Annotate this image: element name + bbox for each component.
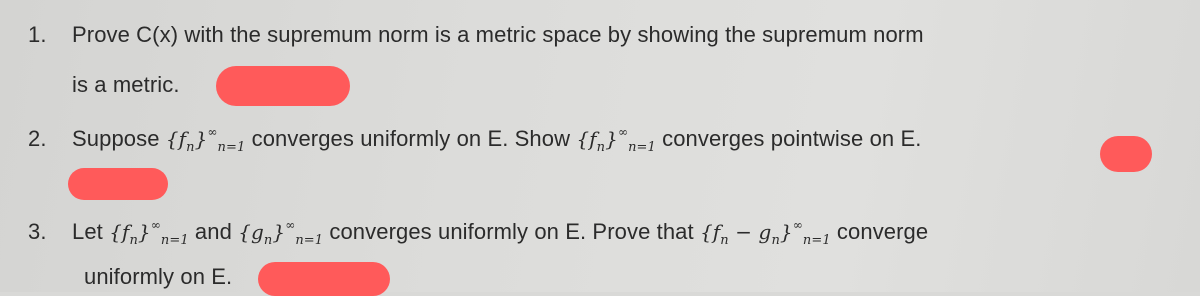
item-2-text-part-2: converges uniformly on E. Show (251, 126, 571, 151)
redaction-mark (1100, 136, 1152, 172)
redaction-mark (216, 66, 350, 106)
item-3-sequence-f: $\{f_n\}^\infty_{n=1}$ (109, 218, 189, 248)
item-2-sequence-f: $\{f_n\}^\infty_{n=1}$ (165, 125, 246, 155)
item-2-sequence-f-repeat: $\{f_n\}^\infty_{n=1}$ (576, 125, 656, 155)
redaction-mark (258, 262, 390, 296)
item-2-text-part-3: converges pointwise on E. (662, 126, 922, 151)
item-3-line-1 (28, 218, 928, 248)
item-3-text-line-2: uniformly on E. (84, 264, 233, 289)
item-2-text-part-1: Suppose (72, 126, 160, 151)
item-3-sequence-g: $\{g_n\}^\infty_{n=1}$ (238, 218, 324, 248)
item-3-text-part-1: Let (72, 219, 103, 244)
item-1-number: 1. (28, 22, 47, 47)
item-3-text-part-2: and (194, 219, 232, 244)
item-3-sequence-difference: $\{f_n - g_n\}^\infty_{n=1}$ (699, 218, 831, 248)
item-1-text-line-1: Prove C(x) with the supremum norm is a metric space by showing the supremum norm (72, 22, 924, 47)
item-2-number: 2. (28, 126, 47, 151)
item-3-line-2 (84, 264, 232, 290)
item-2-line-1 (28, 125, 921, 155)
item-3-number: 3. (28, 219, 47, 244)
item-3-text-part-3: converges uniformly on E. Prove that (329, 219, 694, 244)
item-1-line-2 (72, 72, 180, 98)
item-1-line-1 (28, 22, 924, 48)
item-1-text-line-2: is a metric. (72, 72, 180, 97)
item-3-text-part-4: converge (836, 219, 929, 244)
redaction-mark (68, 168, 168, 200)
